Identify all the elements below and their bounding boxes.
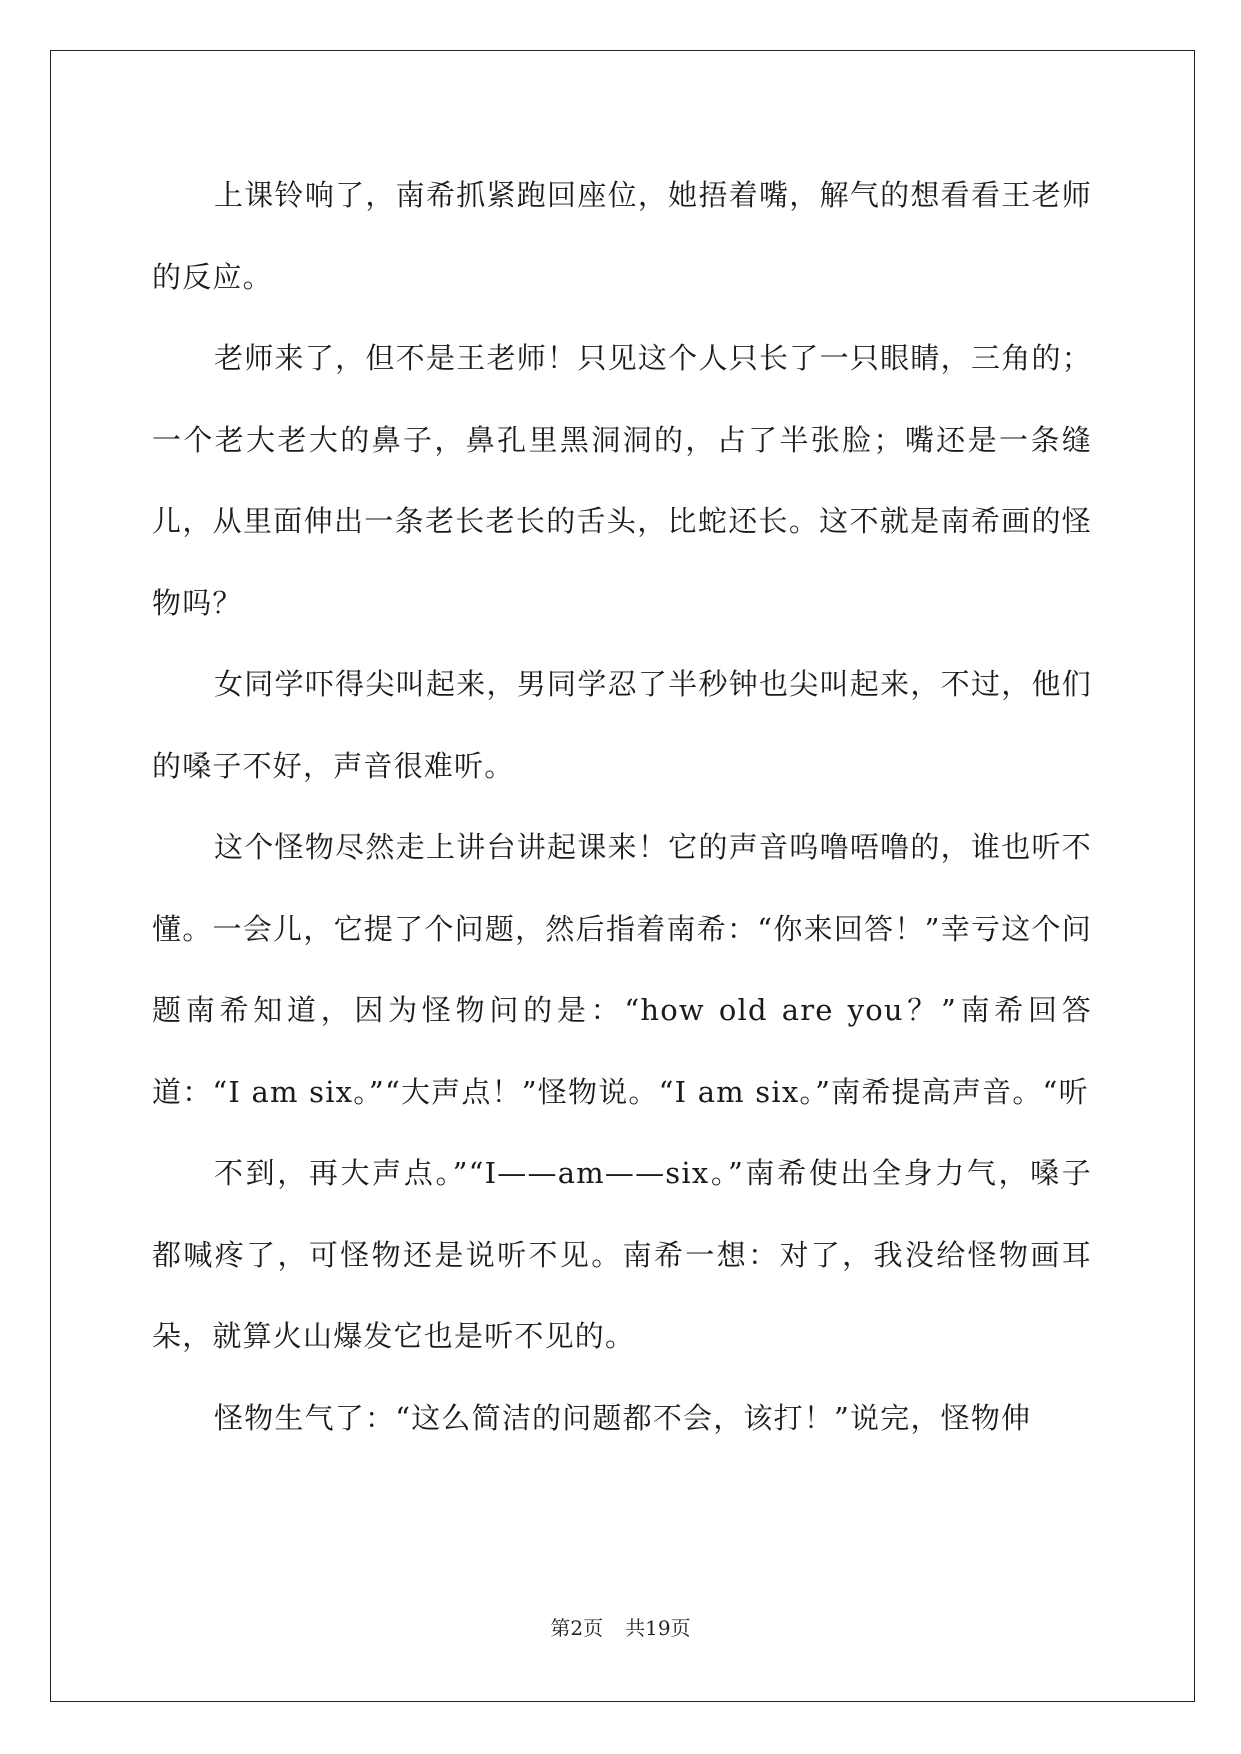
page-total: 共19页 xyxy=(625,1616,691,1640)
paragraph: 这个怪物尽然走上讲台讲起课来！它的声音呜噜唔噜的，谁也听不懂。一会儿，它提了个问题，然后指着南希：“你来回答！”幸亏这个问题南希知道，因为怪物问的是：“how old are you？”南希回答道：“I am six。”“大声点！”怪物说。“I am six。”南希提高声音。“听 xyxy=(152,830,1092,1109)
paragraph: 不到，再大声点。”“I——am——six。”南希使出全身力气，嗓子都喊疼了，可怪物还是说听不见。南希一想：对了，我没给怪物画耳朵，就算火山爆发它也是听不见的。 xyxy=(152,1156,1092,1353)
paragraph: 女同学吓得尖叫起来，男同学忍了半秒钟也尖叫起来，不过，他们的嗓子不好，声音很难听。 xyxy=(152,667,1092,783)
document-body xyxy=(152,155,1092,1459)
paragraph: 老师来了，但不是王老师！只见这个人只长了一只眼睛，三角的；一个老大老大的鼻子，鼻孔里黑洞洞的，占了半张脸；嘴还是一条缝儿，从里面伸出一条老长老长的舌头，比蛇还长。这不就是南希画的怪物吗？ xyxy=(152,341,1092,620)
page-number: 第2页 xyxy=(550,1616,604,1640)
paragraph: 怪物生气了：“这么简洁的问题都不会，该打！”说完，怪物伸 xyxy=(214,1400,1032,1435)
paragraph: 上课铃响了，南希抓紧跑回座位，她捂着嘴，解气的想看看王老师的反应。 xyxy=(152,178,1092,294)
page-footer xyxy=(0,1612,1241,1641)
